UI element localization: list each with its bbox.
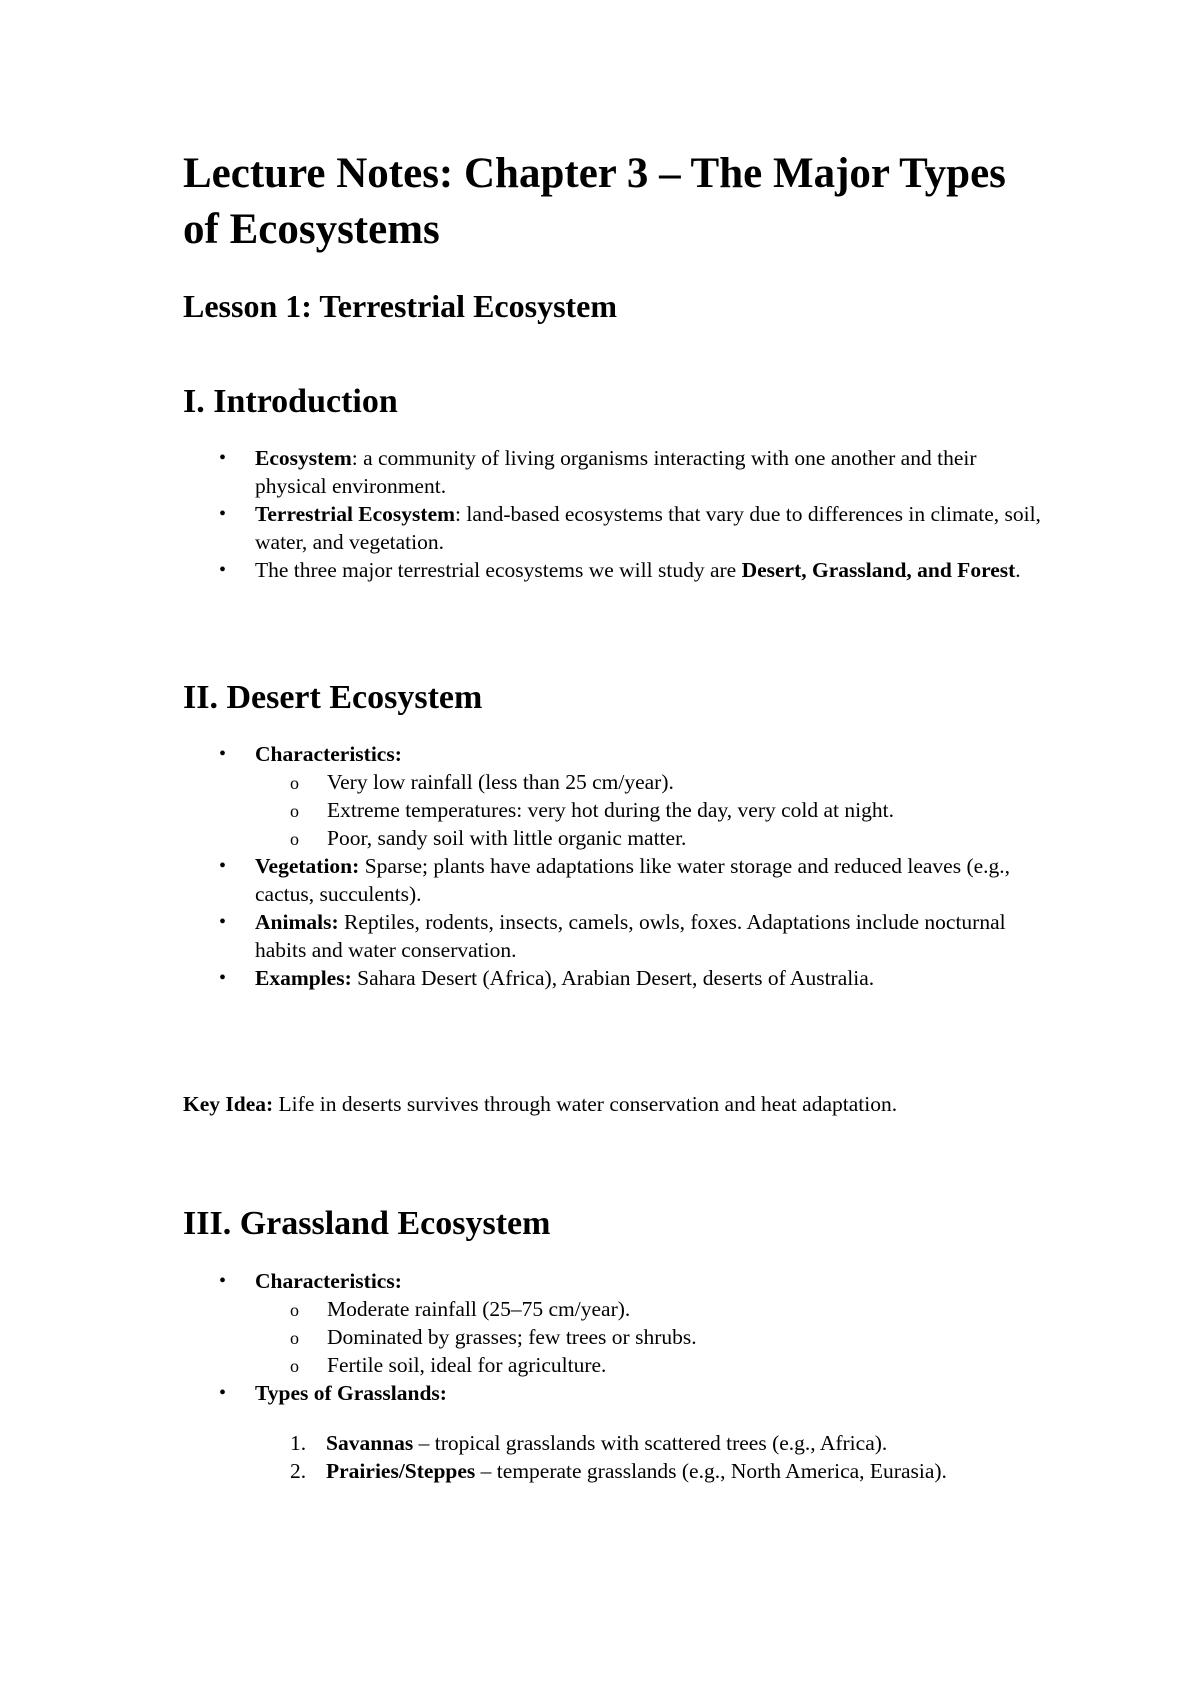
list-item — [183, 444, 1043, 500]
key-idea-label: Key Idea: — [183, 1092, 274, 1116]
sub-list-item — [183, 768, 1043, 796]
grassland-characteristic-text: Fertile soil, ideal for agriculture. — [327, 1353, 607, 1377]
definition-terrestrial-ecosystem: : land-based ecosystems that vary due to differences in climate, soil, water, and vegetation. — [255, 502, 1041, 554]
list-item — [183, 1379, 1043, 1407]
section-heading-introduction: I. Introduction — [183, 383, 398, 420]
desert-characteristic-text: Poor, sandy soil with little organic matter. — [327, 826, 687, 850]
grassland-type-text: – tropical grasslands with scattered trees (e.g., Africa). — [413, 1431, 888, 1455]
sub-bullet-icon: o — [290, 801, 299, 821]
desert-vegetation-text: Sparse; plants have adaptations like water storage and reduced leaves (e.g., cactus, succulents). — [255, 854, 1011, 906]
intro-three-ecosystems-end: . — [1015, 558, 1021, 582]
sub-bullet-icon: o — [290, 829, 299, 849]
list-item — [183, 964, 1043, 992]
list-item — [183, 1267, 1043, 1295]
term-ecosystem: Ecosystem — [255, 446, 352, 470]
section-heading-desert: II. Desert Ecosystem — [183, 679, 483, 716]
grassland-type-term: Savannas — [326, 1431, 414, 1455]
term-terrestrial-ecosystem: Terrestrial Ecosystem — [255, 502, 456, 526]
sub-bullet-icon: o — [290, 1356, 299, 1376]
bullet-icon: • — [219, 911, 227, 933]
grassland-types-label: Types of Grasslands: — [255, 1381, 447, 1405]
document-title: Lecture Notes: Chapter 3 – The Major Types of Ecosystems — [183, 150, 1006, 253]
bullet-icon: • — [219, 855, 227, 877]
sub-list-item — [183, 1351, 1043, 1379]
bullet-icon: • — [219, 503, 227, 525]
sub-bullet-icon: o — [290, 1300, 299, 1320]
grassland-characteristic-text: Moderate rainfall (25–75 cm/year). — [327, 1297, 631, 1321]
sub-list-item — [183, 824, 1043, 852]
item-number: 2. — [290, 1459, 307, 1483]
bullet-icon: • — [219, 1270, 227, 1292]
section-heading-grassland: III. Grassland Ecosystem — [183, 1205, 551, 1242]
grassland-characteristics-label: Characteristics: — [255, 1269, 402, 1293]
definition-ecosystem: : a community of living organisms interacting with one another and their physical environment. — [255, 446, 977, 498]
sub-list-item — [183, 1323, 1043, 1351]
sub-bullet-icon: o — [290, 773, 299, 793]
bullet-icon: • — [219, 447, 227, 469]
desert-examples-text: Sahara Desert (Africa), Arabian Desert, deserts of Australia. — [351, 966, 875, 990]
bullet-icon: • — [219, 559, 227, 581]
intro-three-ecosystems-bold: Desert, Grassland, and Forest — [741, 558, 1016, 582]
key-idea-text: Life in deserts survives through water conservation and heat adaptation. — [273, 1092, 898, 1116]
list-item — [183, 740, 1043, 768]
sub-list-item — [183, 796, 1043, 824]
list-item — [183, 768, 1043, 852]
desert-vegetation-label: Vegetation: — [255, 854, 360, 878]
grassland-type-text: – temperate grasslands (e.g., North America, Eurasia). — [475, 1459, 947, 1483]
numbered-item — [183, 1429, 1006, 1457]
bullet-icon: • — [219, 1382, 227, 1404]
list-item — [183, 1429, 1043, 1485]
desert-characteristics-list — [183, 768, 1043, 852]
desert-characteristic-text: Extreme temperatures: very hot during the day, very cold at night. — [327, 798, 894, 822]
desert-characteristic-text: Very low rainfall (less than 25 cm/year). — [327, 770, 674, 794]
desert-animals-label: Animals: — [255, 910, 339, 934]
sub-bullet-icon: o — [290, 1328, 299, 1348]
grassland-characteristic-text: Dominated by grasses; few trees or shrubs. — [327, 1325, 697, 1349]
list-item — [183, 908, 1043, 964]
grassland-type-term: Prairies/Steppes — [326, 1459, 476, 1483]
bullet-icon: • — [219, 967, 227, 989]
grassland-characteristics-list — [183, 1295, 1043, 1379]
item-number: 1. — [290, 1431, 307, 1455]
introduction-list — [183, 444, 1043, 584]
numbered-item — [183, 1457, 1006, 1485]
bullet-icon: • — [219, 743, 227, 765]
lesson-title: Lesson 1: Terrestrial Ecosystem — [183, 288, 618, 324]
desert-key-idea — [183, 1090, 897, 1118]
list-item — [183, 1295, 1043, 1379]
list-item — [183, 852, 1043, 908]
intro-three-ecosystems-text: The three major terrestrial ecosystems we will study are — [255, 558, 742, 582]
list-item — [183, 500, 1043, 556]
grassland-list — [183, 1267, 1043, 1485]
sub-list-item — [183, 1295, 1043, 1323]
desert-animals-text: Reptiles, rodents, insects, camels, owls, foxes. Adaptations include nocturnal habits and water conservation. — [255, 910, 1006, 962]
desert-list — [183, 740, 1043, 992]
desert-characteristics-label: Characteristics: — [255, 742, 402, 766]
list-item — [183, 556, 1043, 584]
desert-examples-label: Examples: — [255, 966, 352, 990]
